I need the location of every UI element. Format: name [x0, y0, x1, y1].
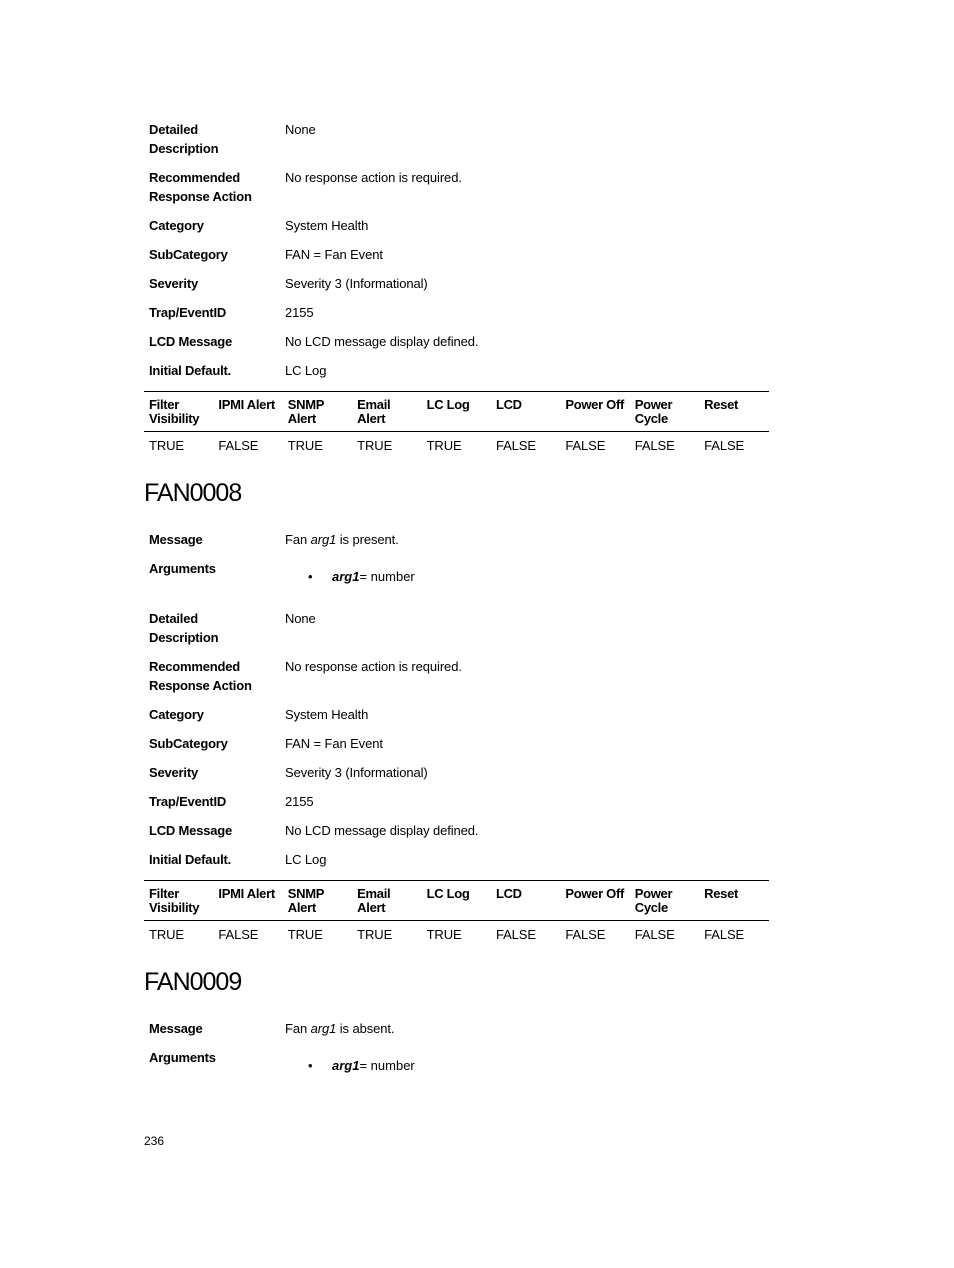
filter-header-cell: Email Alert — [357, 886, 391, 915]
top-detail-list — [149, 120, 769, 390]
detail-key: Message — [149, 1021, 203, 1036]
filter-header-cell: Power Cycle — [634, 397, 673, 426]
detail-value: FAN = Fan Event — [285, 736, 383, 751]
filter-header-cell: Filter Visibility — [149, 886, 200, 915]
detail-key: SubCategory — [149, 736, 228, 751]
detail-value: LC Log — [285, 363, 327, 378]
filter-value-cell: FALSE — [565, 438, 606, 453]
filter-table-row — [144, 432, 769, 462]
message-value — [285, 530, 399, 559]
detail-row — [149, 792, 769, 821]
filter-table-header — [144, 880, 769, 921]
filter-value-cell: TRUE — [287, 438, 323, 453]
detail-row — [149, 763, 769, 792]
detail-value: LC Log — [285, 852, 327, 867]
detail-value: No LCD message display defined. — [285, 334, 479, 349]
detail-row — [149, 1048, 769, 1077]
message-suffix: is present. — [336, 532, 399, 547]
filter-value-cell: TRUE — [149, 438, 184, 453]
filter-table-header — [144, 391, 769, 432]
detail-value: FAN = Fan Event — [285, 247, 383, 262]
filter-value-cell: FALSE — [565, 927, 606, 942]
filter-value-cell: FALSE — [495, 438, 536, 453]
detail-value: None — [285, 611, 316, 626]
fan0009-message-block — [149, 1019, 769, 1077]
detail-key: Detailed Description — [149, 611, 219, 645]
message-value — [285, 1019, 394, 1048]
page-number: 236 — [144, 1134, 165, 1148]
detail-row — [149, 559, 769, 588]
detail-row — [149, 361, 769, 390]
detail-key: Arguments — [149, 561, 216, 576]
argument-type: = number — [359, 569, 415, 584]
detail-row — [149, 705, 769, 734]
detail-row — [149, 274, 769, 303]
filter-value-cell: FALSE — [218, 927, 259, 942]
filter-header-cell: Email Alert — [357, 397, 391, 426]
filter-header-cell: SNMP Alert — [287, 397, 325, 426]
detail-key: Recommended Response Action — [149, 170, 252, 204]
filter-header-cell: IPMI Alert — [218, 397, 275, 412]
filter-value-cell: FALSE — [704, 927, 745, 942]
detail-value: No response action is required. — [285, 170, 462, 185]
detail-key: Severity — [149, 765, 198, 780]
argument-list-item — [308, 1058, 415, 1073]
detail-row — [149, 850, 769, 879]
filter-value-cell: FALSE — [634, 927, 675, 942]
message-arg: arg1 — [310, 532, 337, 547]
filter-header-cell: Power Off — [565, 397, 625, 412]
filter-value-cell: TRUE — [426, 927, 462, 942]
fan0008-message-block — [149, 530, 769, 588]
detail-value: No LCD message display defined. — [285, 823, 479, 838]
filter-header-cell: Power Off — [565, 886, 625, 901]
filter-header-cell: SNMP Alert — [287, 886, 325, 915]
filter-value-cell: TRUE — [287, 927, 323, 942]
filter-value-cell: TRUE — [149, 927, 184, 942]
detail-row — [149, 821, 769, 850]
detail-key: Trap/EventID — [149, 305, 227, 320]
detail-row — [149, 168, 769, 216]
message-prefix: Fan — [285, 1021, 311, 1036]
argument-type: = number — [359, 1058, 415, 1073]
filter-value-cell: FALSE — [495, 927, 536, 942]
detail-key: Category — [149, 707, 204, 722]
filter-value-cell: FALSE — [704, 438, 745, 453]
detail-value: No response action is required. — [285, 659, 462, 674]
argument-name: arg1 — [332, 1058, 360, 1073]
detail-value: System Health — [285, 707, 369, 722]
filter-header-cell: LCD — [495, 886, 522, 901]
detail-row — [149, 245, 769, 274]
detail-key: Arguments — [149, 1050, 216, 1065]
filter-table-row — [144, 921, 769, 951]
bullet-icon: • — [308, 569, 313, 584]
filter-value-cell: TRUE — [357, 438, 393, 453]
detail-row — [149, 120, 769, 168]
section-heading-fan0008: FAN0008 — [144, 479, 242, 507]
detail-value: Severity 3 (Informational) — [285, 765, 428, 780]
detail-row — [149, 734, 769, 763]
filter-header-cell: Reset — [704, 397, 739, 412]
detail-key: Detailed Description — [149, 122, 219, 156]
detail-row — [149, 303, 769, 332]
detail-row — [149, 609, 769, 657]
detail-key: LCD Message — [149, 823, 233, 838]
detail-key: Recommended Response Action — [149, 659, 252, 693]
detail-value: None — [285, 122, 316, 137]
filter-header-cell: Filter Visibility — [149, 397, 200, 426]
message-arg: arg1 — [310, 1021, 337, 1036]
filter-header-cell: LC Log — [426, 397, 470, 412]
fan0008-filter-table — [144, 880, 769, 951]
filter-value-cell: TRUE — [426, 438, 462, 453]
detail-value: Severity 3 (Informational) — [285, 276, 428, 291]
section-heading-fan0009: FAN0009 — [144, 968, 242, 996]
detail-row — [149, 657, 769, 705]
detail-row — [149, 332, 769, 361]
detail-row — [149, 216, 769, 245]
detail-key: Initial Default. — [149, 852, 232, 867]
argument-name: arg1 — [332, 569, 360, 584]
filter-value-cell: TRUE — [357, 927, 393, 942]
detail-key: LCD Message — [149, 334, 233, 349]
filter-header-cell: Power Cycle — [634, 886, 673, 915]
detail-key: Initial Default. — [149, 363, 232, 378]
filter-header-cell: Reset — [704, 886, 739, 901]
detail-row — [149, 1019, 769, 1048]
bullet-icon: • — [308, 1058, 313, 1073]
argument-list-item — [308, 569, 415, 584]
detail-key: Severity — [149, 276, 198, 291]
filter-value-cell: FALSE — [634, 438, 675, 453]
detail-value: 2155 — [285, 305, 314, 320]
detail-key: Category — [149, 218, 204, 233]
message-prefix: Fan — [285, 532, 311, 547]
detail-key: Trap/EventID — [149, 794, 227, 809]
filter-header-cell: LC Log — [426, 886, 470, 901]
top-filter-table — [144, 391, 769, 462]
detail-value: System Health — [285, 218, 369, 233]
fan0008-detail-list — [149, 609, 769, 879]
detail-row — [149, 530, 769, 559]
detail-value: 2155 — [285, 794, 314, 809]
filter-value-cell: FALSE — [218, 438, 259, 453]
message-suffix: is absent. — [336, 1021, 395, 1036]
filter-header-cell: LCD — [495, 397, 522, 412]
detail-key: SubCategory — [149, 247, 228, 262]
filter-header-cell: IPMI Alert — [218, 886, 275, 901]
detail-key: Message — [149, 532, 203, 547]
